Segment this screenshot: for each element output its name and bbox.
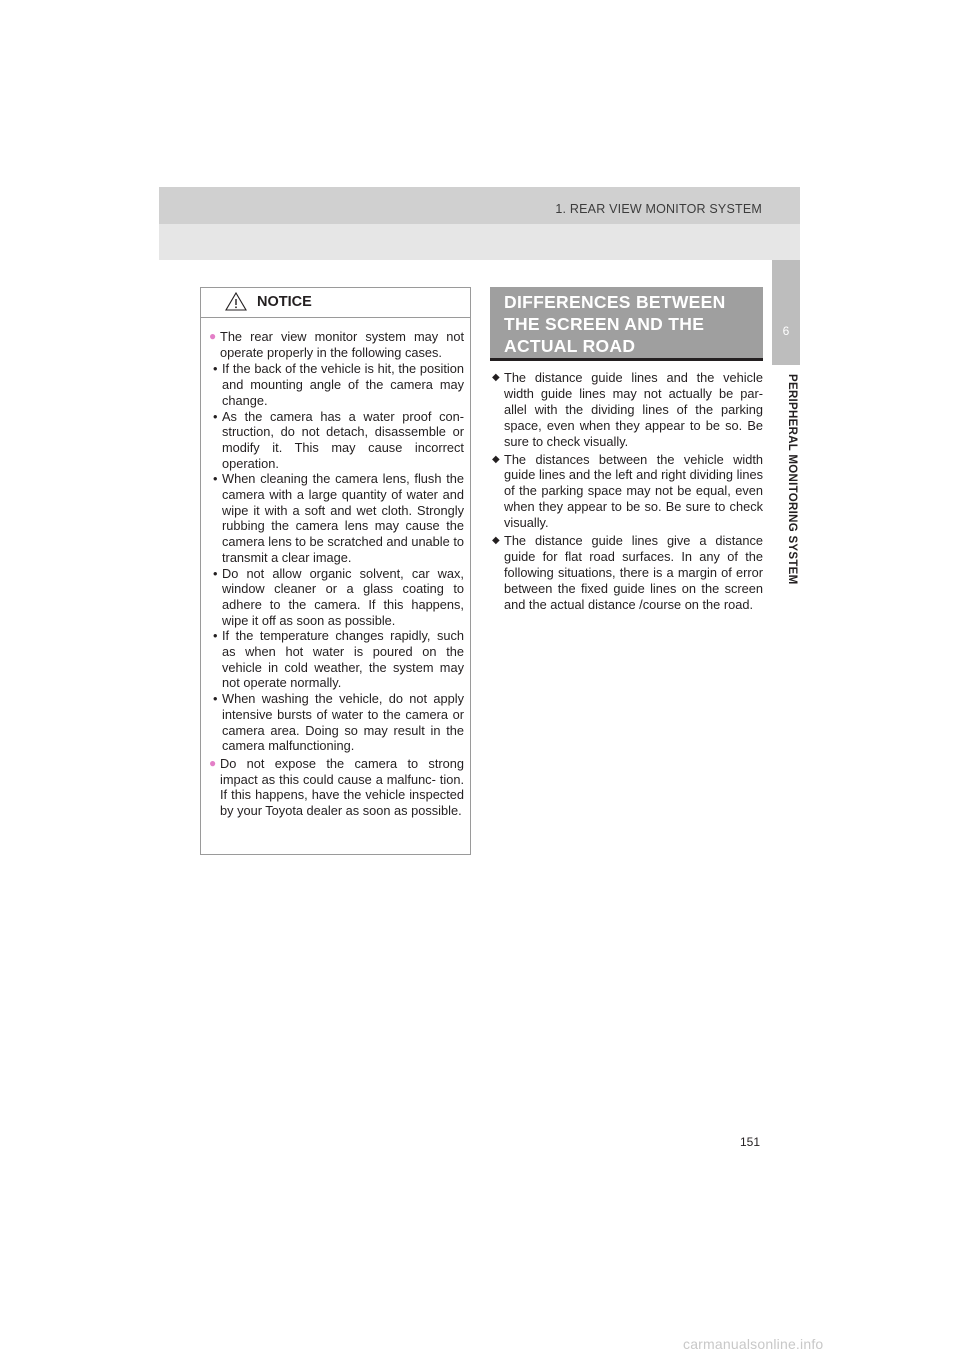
dot-bullet-icon: • — [213, 565, 218, 581]
chapter-number-block — [772, 260, 800, 365]
page-header — [159, 187, 800, 260]
section-item — [492, 370, 763, 450]
chapter-tab — [772, 260, 800, 970]
section-item — [492, 533, 763, 613]
notice-subitem-text: When washing the vehicle, do not apply intensive bursts of water to the camera or camera area. Doing so may result in the camera malfunctioning. — [222, 691, 464, 754]
chapter-label: PERIPHERAL MONITORING SYSTEM — [786, 374, 798, 585]
pink-circle-bullet-icon: ● — [209, 755, 217, 770]
notice-sub-list — [213, 361, 464, 754]
notice-item — [209, 756, 464, 819]
notice-subitem — [213, 409, 464, 472]
page-number: 151 — [740, 1135, 761, 1149]
notice-subitem — [213, 471, 464, 565]
notice-subitem — [213, 566, 464, 629]
section-item — [492, 452, 763, 532]
dot-bullet-icon: • — [213, 361, 218, 377]
header-section-title: 1. REAR VIEW MONITOR SYSTEM — [555, 202, 762, 216]
notice-subitem-text: As the camera has a water proof con- struction, do not detach, disassemble or modify it. This may cause incorrect operation. — [222, 408, 464, 471]
pink-circle-bullet-icon: ● — [209, 329, 217, 343]
warning-triangle-icon — [225, 292, 247, 316]
triangle-bullet-icon: ◆ — [492, 372, 500, 383]
dot-bullet-icon: • — [213, 691, 218, 707]
section-heading-box — [490, 287, 763, 361]
triangle-bullet-icon: ◆ — [492, 453, 500, 465]
section-item-text: The distances between the vehicle width guide lines and the left and right dividing lines of the parking space may not be equal, even when they appear to be so. Be sure to check visually. — [504, 451, 763, 531]
notice-subitem — [213, 361, 464, 408]
notice-subitem — [213, 691, 464, 754]
dot-bullet-icon: • — [213, 408, 218, 424]
notice-header — [201, 288, 470, 318]
section-title: DIFFERENCES BETWEEN THE SCREEN AND THE ACTUAL ROAD — [504, 292, 726, 356]
notice-subitem-text: If the back of the vehicle is hit, the position and mounting angle of the camera may change. — [222, 361, 464, 408]
notice-item-text: The rear view monitor system may not operate properly in the following cases. — [220, 329, 464, 360]
section-item-text: The distance guide lines and the vehicle width guide lines may not actually be par- allel with the dividing lines of the parking space, even when they appear to be so. Be sure to check visually. — [504, 370, 763, 449]
notice-item-text: Do not expose the camera to strong impact as this could cause a malfunc- tion. If this happens, have the vehicle inspected by your Toyota dealer as soon as possible. — [220, 755, 464, 819]
triangle-bullet-icon: ◆ — [492, 535, 500, 547]
notice-box — [200, 287, 471, 855]
dot-bullet-icon: • — [213, 471, 218, 487]
notice-body — [209, 329, 464, 820]
header-top-bar — [159, 187, 800, 224]
section-body — [492, 370, 763, 615]
notice-subitem — [213, 628, 464, 691]
notice-subitem-text: When cleaning the camera lens, flush the camera with a large quantity of water and wipe it with a soft and wet cloth. Strongly rubbing the camera lens may cause the camera lens to be scratched and unable to transmit a clear image. — [222, 471, 464, 565]
dot-bullet-icon: • — [213, 628, 218, 644]
section-item-text: The distance guide lines give a distance guide for flat road surfaces. In any of the following situations, there is a margin of error between the fixed guide lines on the screen and the actual distance /course on the road. — [504, 533, 763, 612]
watermark-text[interactable]: carmanualsonline.info — [683, 1336, 824, 1352]
notice-title: NOTICE — [257, 294, 312, 310]
notice-item — [209, 329, 464, 360]
notice-subitem-text: If the temperature changes rapidly, such as when hot water is poured on the vehicle in cold weather, the system may not operate normally. — [222, 628, 464, 691]
chapter-number: 6 — [782, 324, 790, 338]
notice-subitem-text: Do not allow organic solvent, car wax, window cleaner or a glass coating to adhere to the camera. If this happens, wipe it off as soon as possible. — [222, 565, 464, 628]
